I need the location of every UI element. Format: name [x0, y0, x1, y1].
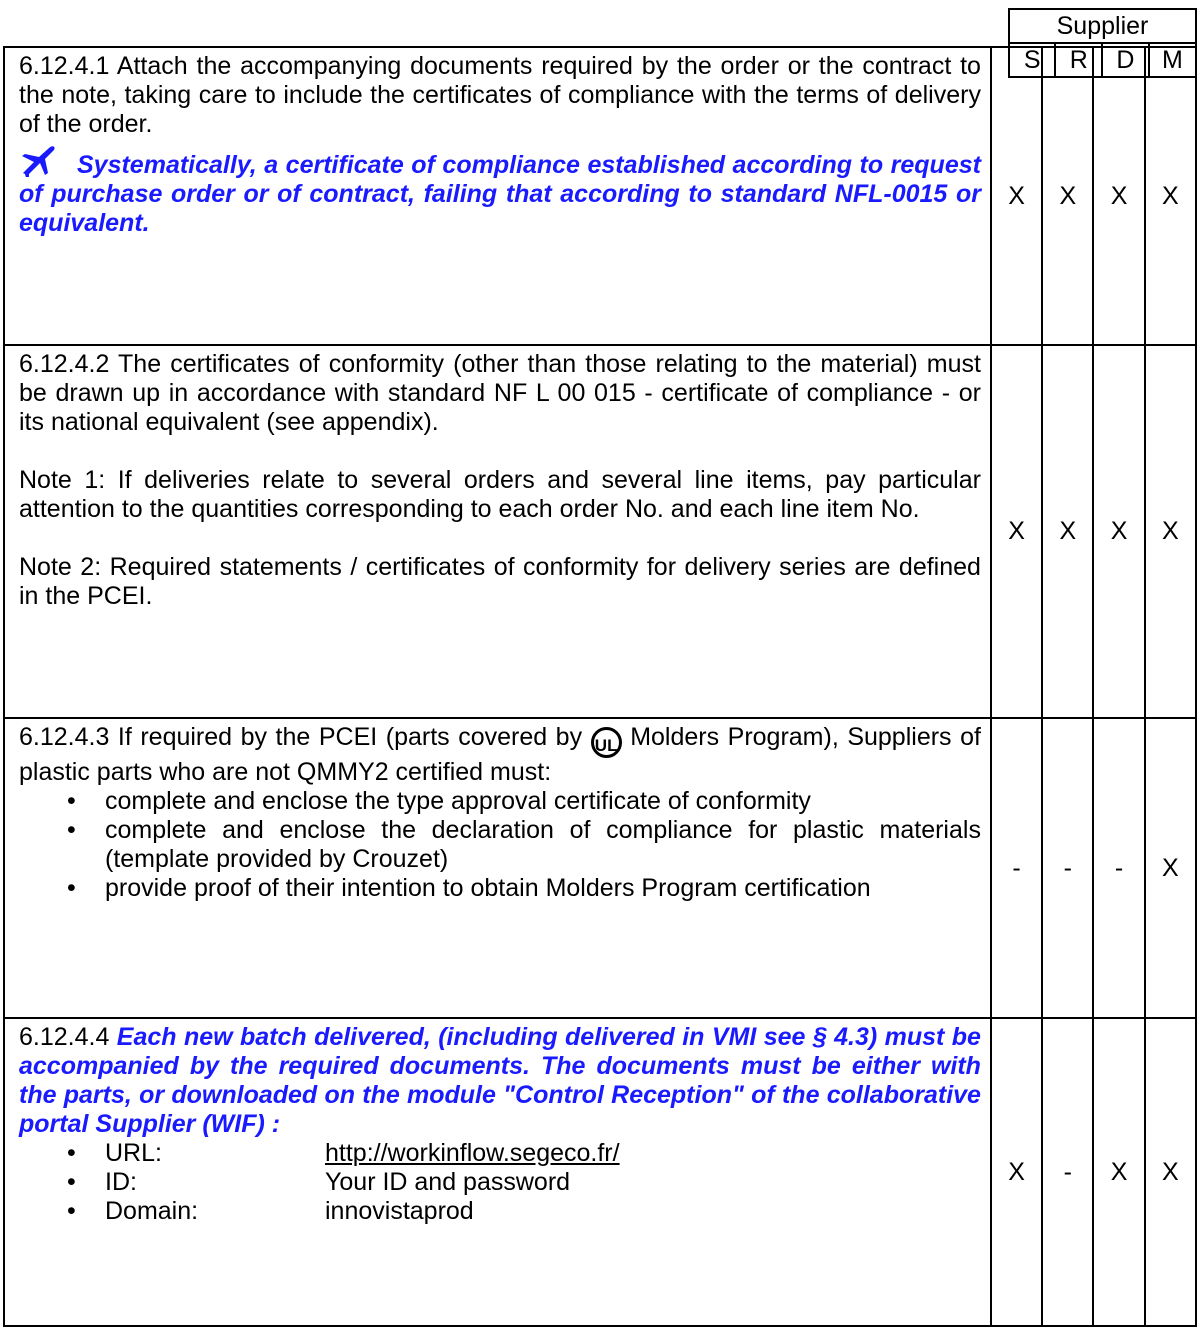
- mark-m: X: [1145, 718, 1196, 1018]
- requirement-text: The certificates of conformity (other than those relating to the material) must be drawn up in accordance with standard NF L 00 015 - certificate of compliance - or its national equivalent (see appendix).: [19, 350, 981, 436]
- requirement-cell: [4, 1018, 991, 1326]
- mark-r: -: [1042, 718, 1093, 1018]
- mark-m: X: [1145, 345, 1196, 718]
- table-row: [4, 1018, 1196, 1326]
- mark-m: X: [1145, 1018, 1196, 1326]
- requirement-cell: [4, 718, 991, 1018]
- mark-r: -: [1042, 1018, 1093, 1326]
- mark-d: X: [1093, 1018, 1144, 1326]
- requirements-table: [3, 46, 1197, 1327]
- bullet-icon: •: [67, 1139, 76, 1167]
- highlight-text: Each new batch delivered, (including delivered in VMI see § 4.3) must be accompanied by the required documents. The documents must be either with the parts, or downloaded on the module "Control Reception" of the collaborative portal Supplier (WIF) :: [19, 1023, 981, 1138]
- mark-s: X: [991, 345, 1042, 718]
- note-1: Note 1: If deliveries relate to several orders and several line items, pay particular attention to the quantities corresponding to each order No. and each line item No.: [19, 466, 981, 523]
- note-2: Note 2: Required statements / certificates of conformity for delivery series are defined in the PCEI.: [19, 553, 981, 610]
- mark-r: X: [1042, 345, 1093, 718]
- list-item: • complete and enclose the type approval certificate of conformity: [67, 787, 811, 815]
- requirement-number: 6.12.4.2: [19, 350, 110, 378]
- mark-d: X: [1093, 47, 1144, 345]
- mark-s: -: [991, 718, 1042, 1018]
- list-item: • ID: Your ID and password: [67, 1168, 571, 1196]
- portal-link[interactable]: http://workinflow.segeco.fr/: [325, 1139, 620, 1167]
- mark-s: X: [991, 47, 1042, 345]
- bullet-icon: •: [67, 1168, 76, 1196]
- mark-d: X: [1093, 345, 1144, 718]
- mark-s: X: [991, 1018, 1042, 1326]
- bullet-icon: •: [67, 1197, 76, 1225]
- requirement-text: If required by the PCEI (parts covered by: [117, 723, 583, 751]
- list-item: • complete and enclose the declaration of compliance for plastic materials (template provided by Crouzet): [67, 816, 981, 873]
- bullet-icon: •: [67, 787, 76, 815]
- requirement-cell: [4, 47, 991, 345]
- ul-mark-icon: UL: [591, 727, 622, 758]
- column-s: S: [1009, 43, 1055, 77]
- requirement-text-cont: Molders Program), Suppliers of plastic parts who are not QMMY2 certified must:: [19, 723, 981, 786]
- table-row: [4, 345, 1196, 718]
- requirement-cell: [4, 345, 991, 718]
- mark-d: -: [1093, 718, 1144, 1018]
- column-m: M: [1149, 43, 1196, 77]
- requirement-text: Attach the accompanying documents required by the order or the contract to the note, taking care to include the certificates of compliance with the terms of delivery of the order.: [19, 52, 981, 138]
- list-item: • URL: http://workinflow.segeco.fr/: [67, 1139, 620, 1167]
- access-list: [19, 1139, 981, 1226]
- requirement-number: 6.12.4.4: [19, 1023, 110, 1051]
- requirement-number: 6.12.4.1: [19, 52, 110, 80]
- list-item: • provide proof of their intention to obtain Molders Program certification: [67, 874, 871, 902]
- mark-m: X: [1145, 47, 1196, 345]
- table-row: [4, 718, 1196, 1018]
- bullet-list: [19, 787, 981, 903]
- bullet-icon: •: [67, 874, 76, 902]
- column-d: D: [1102, 43, 1149, 77]
- airplane-icon: [19, 145, 57, 177]
- mark-r: X: [1042, 47, 1093, 345]
- requirement-number: 6.12.4.3: [19, 723, 110, 751]
- supplier-group-label: Supplier: [1009, 9, 1196, 43]
- highlight-text: Systematically, a certificate of compliance established according to request of purchase order or of contract, failing that according to standard NFL-0015 or equivalent.: [19, 151, 981, 237]
- column-r: R: [1055, 43, 1102, 77]
- bullet-icon: •: [67, 816, 76, 844]
- list-item: • Domain: innovistaprod: [67, 1197, 474, 1225]
- table-row: [4, 47, 1196, 345]
